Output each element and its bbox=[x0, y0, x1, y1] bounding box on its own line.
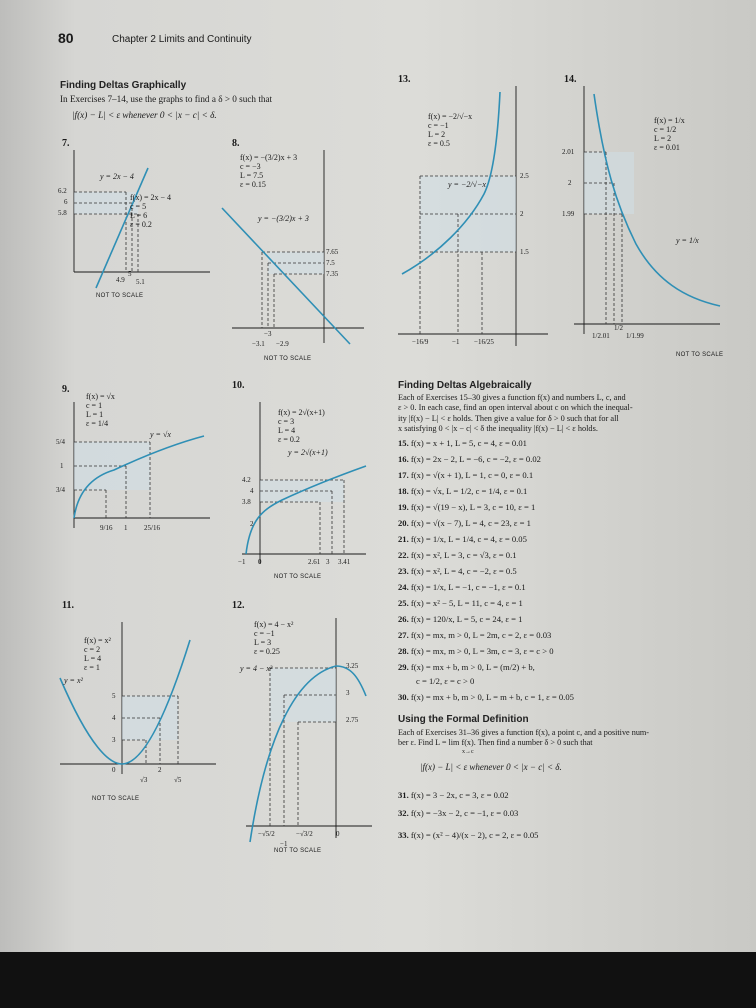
exercise-text: f(x) = −3x − 2, c = −1, ε = 0.03 bbox=[410, 808, 519, 818]
ex9-xtick-2: 1 bbox=[124, 524, 128, 532]
ex11-epsilon: ε = 1 bbox=[84, 663, 100, 672]
ex7-curve-label: y = 2x − 4 bbox=[100, 172, 134, 181]
ex7-L: L = 6 bbox=[130, 211, 148, 220]
exercise-row bbox=[398, 692, 574, 702]
exercise-number: 30. bbox=[398, 692, 409, 702]
exercise-row bbox=[398, 550, 517, 560]
ex12-ytick-1: 3.25 bbox=[346, 662, 359, 670]
ex10-function: f(x) = 2√(x+1) bbox=[278, 408, 325, 417]
ex7-epsilon: ε = 0.2 bbox=[130, 220, 152, 229]
chapter-title: Chapter 2 Limits and Continuity bbox=[112, 34, 252, 45]
ex14-xtick-3: 1/1.99 bbox=[626, 332, 644, 340]
ex9-function: f(x) = √x bbox=[86, 392, 115, 401]
ex7-ytick-1: 6.2 bbox=[58, 187, 67, 195]
ex7-number: 7. bbox=[62, 138, 70, 149]
section-title-formal: Using the Formal Definition bbox=[398, 714, 529, 725]
exercise-text: f(x) = mx + b, m > 0, L = (m/2) + b, bbox=[410, 662, 535, 672]
ex13-graph bbox=[398, 84, 548, 354]
section-title-algebraic: Finding Deltas Algebraically bbox=[398, 380, 532, 391]
ex12-not-to-scale: NOT TO SCALE bbox=[274, 848, 322, 854]
ex11-number: 11. bbox=[62, 600, 74, 611]
algebraic-intro-line: ity |f(x) − L| < ε holds. Then give a value for δ > 0 such that for all bbox=[398, 413, 619, 423]
exercise-text: f(x) = (x² − 4)/(x − 2), c = 2, ε = 0.05 bbox=[410, 830, 539, 840]
ex13-ytick-3: 1.5 bbox=[520, 248, 529, 256]
ex8-epsilon: ε = 0.15 bbox=[240, 180, 266, 189]
exercise-row bbox=[398, 790, 509, 800]
ex12-curve-label: y = 4 − x² bbox=[240, 664, 273, 673]
formal-intro-line: Each of Exercises 31–36 gives a function f(x), a point c, and a positive num- bbox=[398, 728, 650, 737]
ex13-epsilon: ε = 0.5 bbox=[428, 139, 450, 148]
ex8-xtick-2: −3 bbox=[264, 330, 272, 338]
ex8-number: 8. bbox=[232, 138, 240, 149]
ex11-ytick-2: 4 bbox=[112, 714, 116, 722]
ex11-xtick-4: √5 bbox=[174, 776, 182, 784]
ex14-c: c = 1/2 bbox=[654, 125, 677, 134]
ex14-function: f(x) = 1/x bbox=[654, 116, 685, 125]
ex13-function: f(x) = −2/√−x bbox=[428, 112, 473, 121]
ex8-L: L = 7.5 bbox=[240, 171, 264, 180]
exercise-row bbox=[398, 518, 531, 528]
ex7-ytick-2: 6 bbox=[64, 198, 68, 206]
exercise-number: 17. bbox=[398, 470, 409, 480]
ex11-c: c = 2 bbox=[84, 645, 101, 654]
page-number: 80 bbox=[58, 30, 74, 46]
exercise-row bbox=[398, 582, 526, 592]
exercise-row bbox=[398, 646, 554, 656]
formal-condition: |f(x) − L| < ε whenever 0 < |x − c| < δ. bbox=[420, 762, 562, 772]
exercise-row bbox=[416, 676, 474, 686]
exercise-number: 16. bbox=[398, 454, 409, 464]
ex7-function: f(x) = 2x − 4 bbox=[130, 193, 172, 202]
ex14-epsilon: ε = 0.01 bbox=[654, 143, 680, 152]
ex13-L: L = 2 bbox=[428, 130, 446, 139]
exercise-text: f(x) = 120/x, L = 5, c = 24, ε = 1 bbox=[410, 614, 523, 624]
algebraic-intro-line: Each of Exercises 15–30 gives a function f(x) and numbers L, c, and bbox=[398, 393, 626, 402]
dark-background-strip bbox=[0, 952, 756, 1008]
exercise-number: 32. bbox=[398, 808, 409, 818]
ex7-xtick-2: 5 bbox=[128, 270, 132, 278]
ex8-ytick-1: 7.65 bbox=[326, 248, 339, 256]
exercise-number: 25. bbox=[398, 598, 409, 608]
ex14-curve-label: y = 1/x bbox=[676, 236, 699, 245]
ex8-xtick-1: −3.1 bbox=[252, 340, 265, 348]
ex7-ytick-3: 5.8 bbox=[58, 209, 67, 217]
ex8-curve-label: y = −(3/2)x + 3 bbox=[258, 214, 309, 223]
exercise-text: f(x) = mx, m > 0, L = 3m, c = 3, ε = c > 0 bbox=[410, 646, 554, 656]
ex12-xtick-1: −√5/2 bbox=[258, 830, 275, 838]
ex9-xtick-3: 25/16 bbox=[144, 524, 160, 532]
ex14-graph bbox=[564, 84, 724, 344]
ex11-xtick-1: 0 bbox=[112, 766, 116, 774]
algebraic-intro-line: x satisfying 0 < |x − c| < δ the inequality |f(x) − L| < ε holds. bbox=[398, 424, 598, 434]
ex14-xtick-1: 1/2.01 bbox=[592, 332, 610, 340]
ex10-xtick-2: 0 bbox=[258, 558, 262, 566]
exercise-row bbox=[398, 502, 535, 512]
exercise-row bbox=[398, 534, 527, 544]
ex7-xtick-3: 5.1 bbox=[136, 278, 145, 286]
exercise-text: f(x) = 1/x, L = 1/4, c = 4, ε = 0.05 bbox=[410, 534, 527, 544]
ex8-xtick-3: −2.9 bbox=[276, 340, 289, 348]
ex11-xtick-2: √3 bbox=[140, 776, 148, 784]
exercise-text: c = 1/2, ε = c > 0 bbox=[416, 676, 475, 686]
ex7-xtick-1: 4.9 bbox=[116, 276, 125, 284]
ex12-xtick-2: −1 bbox=[280, 840, 288, 848]
exercise-row bbox=[398, 630, 551, 640]
exercise-number: 23. bbox=[398, 566, 409, 576]
formal-intro bbox=[398, 728, 649, 749]
exercise-row bbox=[398, 598, 523, 608]
section-intro: In Exercises 7–14, use the graphs to find a δ > 0 such that bbox=[60, 94, 273, 104]
exercise-row bbox=[398, 454, 541, 464]
ex8-function: f(x) = −(3/2)x + 3 bbox=[240, 153, 298, 162]
exercise-number: 19. bbox=[398, 502, 409, 512]
exercise-number: 21. bbox=[398, 534, 409, 544]
ex12-xtick-3: −√3/2 bbox=[296, 830, 313, 838]
ex11-ytick-1: 5 bbox=[112, 692, 116, 700]
ex9-L: L = 1 bbox=[86, 410, 104, 419]
ex10-c: c = 3 bbox=[278, 417, 295, 426]
exercise-number: 18. bbox=[398, 486, 409, 496]
ex11-L: L = 4 bbox=[84, 654, 102, 663]
ex7-c: c = 5 bbox=[130, 202, 147, 211]
ex12-ytick-2: 3 bbox=[346, 689, 350, 697]
exercise-row bbox=[398, 808, 518, 818]
exercise-number: 20. bbox=[398, 518, 409, 528]
ex13-c: c = −1 bbox=[428, 121, 449, 130]
ex8-not-to-scale: NOT TO SCALE bbox=[264, 356, 312, 362]
ex12-c: c = −1 bbox=[254, 629, 275, 638]
ex10-xtick-1: −1 bbox=[238, 558, 246, 566]
ex10-curve-label: y = 2√(x+1) bbox=[288, 448, 328, 457]
exercise-row bbox=[398, 566, 517, 576]
exercise-number: 15. bbox=[398, 438, 409, 448]
exercise-text: f(x) = √(x + 1), L = 1, c = 0, ε = 0.1 bbox=[410, 470, 534, 480]
ex9-c: c = 1 bbox=[86, 401, 103, 410]
ex11-curve-label: y = x² bbox=[64, 676, 83, 685]
exercise-row bbox=[398, 438, 527, 448]
ex14-ytick-1: 2.01 bbox=[562, 148, 575, 156]
exercise-row bbox=[398, 662, 535, 672]
exercise-text: f(x) = x² − 5, L = 11, c = 4, ε = 1 bbox=[410, 598, 523, 608]
ex9-epsilon: ε = 1/4 bbox=[86, 419, 109, 428]
exercise-text: f(x) = 1/x, L = −1, c = −1, ε = 0.1 bbox=[410, 582, 526, 592]
section-condition: |f(x) − L| < ε whenever 0 < |x − c| < δ. bbox=[72, 110, 217, 120]
exercise-text: f(x) = 3 − 2x, c = 3, ε = 0.02 bbox=[410, 790, 509, 800]
ex12-xtick-4: 0 bbox=[336, 830, 340, 838]
ex10-ytick-4: 2 bbox=[250, 520, 254, 528]
exercise-text: f(x) = √(19 − x), L = 3, c = 10, ε = 1 bbox=[410, 502, 536, 512]
exercise-number: 31. bbox=[398, 790, 409, 800]
ex13-ytick-1: 2.5 bbox=[520, 172, 529, 180]
ex8-ytick-2: 7.5 bbox=[326, 259, 335, 267]
ex14-number: 14. bbox=[564, 74, 577, 85]
exercise-row bbox=[398, 830, 538, 840]
ex10-ytick-1: 4.2 bbox=[242, 476, 251, 484]
ex10-ytick-3: 3.8 bbox=[242, 498, 251, 506]
ex11-not-to-scale: NOT TO SCALE bbox=[92, 796, 140, 802]
ex10-ytick-2: 4 bbox=[250, 487, 254, 495]
ex10-xtick-5: 3.41 bbox=[338, 558, 351, 566]
ex10-xtick-3: 2.61 bbox=[308, 558, 321, 566]
ex13-xtick-2: −1 bbox=[452, 338, 460, 346]
ex9-curve-label: y = √x bbox=[150, 430, 171, 439]
ex14-ytick-2: 2 bbox=[568, 179, 572, 187]
ex14-L: L = 2 bbox=[654, 134, 672, 143]
section-title-graphical: Finding Deltas Graphically bbox=[60, 80, 187, 91]
exercise-text: f(x) = √x, L = 1/2, c = 1/4, ε = 0.1 bbox=[410, 486, 528, 496]
exercise-number: 26. bbox=[398, 614, 409, 624]
ex9-number: 9. bbox=[62, 384, 70, 395]
ex12-function: f(x) = 4 − x² bbox=[254, 620, 294, 629]
algebraic-intro-line: ε > 0. In each case, find an open interval about c on which the inequal- bbox=[398, 403, 633, 413]
ex10-not-to-scale: NOT TO SCALE bbox=[274, 574, 322, 580]
algebraic-intro bbox=[398, 393, 633, 435]
exercise-text: f(x) = x + 1, L = 5, c = 4, ε = 0.01 bbox=[410, 438, 527, 448]
exercise-number: 27. bbox=[398, 630, 409, 640]
ex8-c: c = −3 bbox=[240, 162, 261, 171]
exercise-number: 29. bbox=[398, 662, 409, 672]
ex13-curve-label: y = −2/√−x bbox=[448, 180, 486, 189]
ex14-not-to-scale: NOT TO SCALE bbox=[676, 352, 724, 358]
ex12-ytick-3: 2.75 bbox=[346, 716, 359, 724]
exercise-number: 33. bbox=[398, 830, 409, 840]
ex10-number: 10. bbox=[232, 380, 245, 391]
ex12-epsilon: ε = 0.25 bbox=[254, 647, 280, 656]
ex11-ytick-3: 3 bbox=[112, 736, 116, 744]
exercise-text: f(x) = mx, m > 0, L = 2m, c = 2, ε = 0.03 bbox=[410, 630, 552, 640]
ex13-xtick-1: −16/9 bbox=[412, 338, 429, 346]
exercise-text: f(x) = 2x − 2, L = −6, c = −2, ε = 0.02 bbox=[410, 454, 541, 464]
ex9-xtick-1: 9/16 bbox=[100, 524, 113, 532]
ex10-L: L = 4 bbox=[278, 426, 296, 435]
exercise-number: 28. bbox=[398, 646, 409, 656]
limit-subscript: x→c bbox=[462, 749, 474, 755]
exercise-text: f(x) = x², L = 4, c = −2, ε = 0.5 bbox=[410, 566, 517, 576]
ex13-ytick-2: 2 bbox=[520, 210, 524, 218]
ex14-xtick-2: 1/2 bbox=[614, 324, 623, 332]
exercise-row bbox=[398, 614, 522, 624]
ex10-xtick-4: 3 bbox=[326, 558, 330, 566]
exercise-row bbox=[398, 470, 533, 480]
ex14-ytick-3: 1.99 bbox=[562, 210, 575, 218]
ex12-L: L = 3 bbox=[254, 638, 272, 647]
exercise-text: f(x) = x², L = 3, c = √3, ε = 0.1 bbox=[410, 550, 517, 560]
ex7-not-to-scale: NOT TO SCALE bbox=[96, 293, 144, 299]
ex12-number: 12. bbox=[232, 600, 245, 611]
ex13-xtick-3: −16/25 bbox=[474, 338, 494, 346]
ex9-ytick-3: 3/4 bbox=[56, 486, 65, 494]
exercise-row bbox=[398, 486, 527, 496]
ex10-epsilon: ε = 0.2 bbox=[278, 435, 300, 444]
formal-intro-line: ber ε. Find L = lim f(x). Then find a number δ > 0 such that bbox=[398, 738, 593, 748]
exercise-text: f(x) = mx + b, m > 0, L = m + b, c = 1, ε = 0.05 bbox=[410, 692, 574, 702]
ex11-xtick-3: 2 bbox=[158, 766, 162, 774]
ex9-ytick-1: 5/4 bbox=[56, 438, 65, 446]
exercise-number: 22. bbox=[398, 550, 409, 560]
ex8-ytick-3: 7.35 bbox=[326, 270, 339, 278]
ex9-ytick-2: 1 bbox=[60, 462, 64, 470]
exercise-text: f(x) = √(x − 7), L = 4, c = 23, ε = 1 bbox=[410, 518, 531, 528]
ex13-number: 13. bbox=[398, 74, 411, 85]
ex11-function: f(x) = x² bbox=[84, 636, 111, 645]
exercise-number: 24. bbox=[398, 582, 409, 592]
